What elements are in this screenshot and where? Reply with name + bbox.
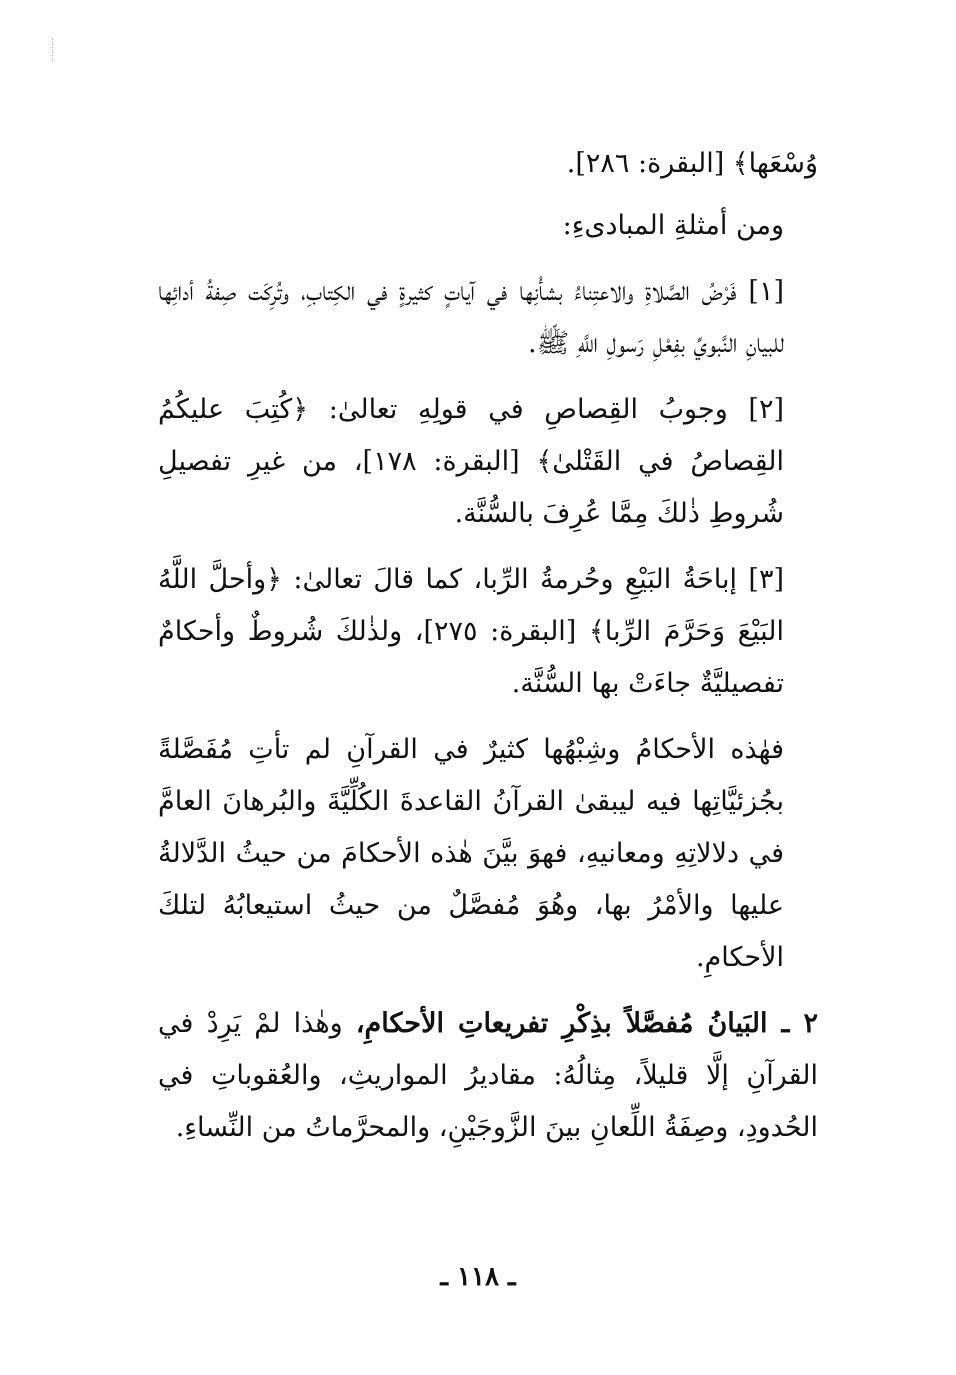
paragraph-example-2: [٢] وجوبُ القِصاصِ في قولِهِ تعالىٰ: ﴿كُتِبَ عليكُمُ القِصاصُ في القَتْلىٰ﴾ [البقرة: ١٧٨]، من غيرِ تفصيلِ شُروطِ ذٰلكَ مِمَّا عُرِفَ بالسُّنَّة. — [158, 394, 784, 529]
section-2-text: وهٰذا لمْ يَرِدْ في القرآنِ إلَّا قليلاً، مِثالُهُ: مقاديرُ المواريثِ، والعُقوباتِ في الحُدودِ، وصِفَةُ اللِّعانِ بينَ الزَّوجَيْنِ، والمحرَّماتُ من النِّساءِ. — [158, 1008, 818, 1143]
paragraph-section-2 — [158, 998, 818, 1154]
page-number: ـ ١١٨ ـ — [440, 1262, 516, 1292]
paragraph-example-3: [٣] إباحَةُ البَيْعِ وحُرمةُ الرِّبا، كما قالَ تعالىٰ: ﴿وأحلَّ اللَّهُ البَيْعَ وَحَرَّمَ الرِّبا﴾ [البقرة: ٢٧٥]، ولذٰلكَ شُروطٌ وأحكامٌ تفصيليَّةٌ جاءَتْ بها السُّنَّة. — [158, 564, 784, 699]
body-text — [158, 138, 818, 1168]
section-2-heading: ٢ ـ البَيانُ مُفصَّلاً بذِكْرِ تفريعاتِ الأحكامِ، — [355, 1008, 819, 1039]
paragraph-summary: فهٰذه الأحكامُ وشِبْهُها كثيرٌ في القرآنِ لم تأتِ مُفَصَّلةً بجُزئيَّاتِها فيه ليبقىٰ القرآنُ القاعدةَ الكُلِّيَّةَ والبُرهانَ العامَّ في دلالاتِهِ ومعانيهِ، فهوَ بيَّنَ هٰذه الأحكامَ من حيثُ الدَّلالةُ عليها والأمْرُ بها، وهُوَ مُفصَّلٌ من حيثُ استيعابُهُ لتلكَ الأحكامِ. — [158, 734, 784, 973]
paragraph-verse-end: وُسْعَها﴾ [البقرة: ٢٨٦]. — [566, 148, 818, 179]
paragraph-example-1: [١] فَرْضُ الصَّلاةِ والاعتِناءُ بشأْنِها في آياتٍ كثيرةٍ في الكِتابِ، وتُرِكَت صِفةُ أدائِها للبيانِ النَّبويِّ بفِعْلِ رَسولِ اللَّهِ ﷺ. — [158, 276, 784, 359]
paragraph-examples-intro: ومن أمثلةِ المبادىءِ: — [562, 210, 784, 241]
scan-mark — [52, 38, 59, 62]
